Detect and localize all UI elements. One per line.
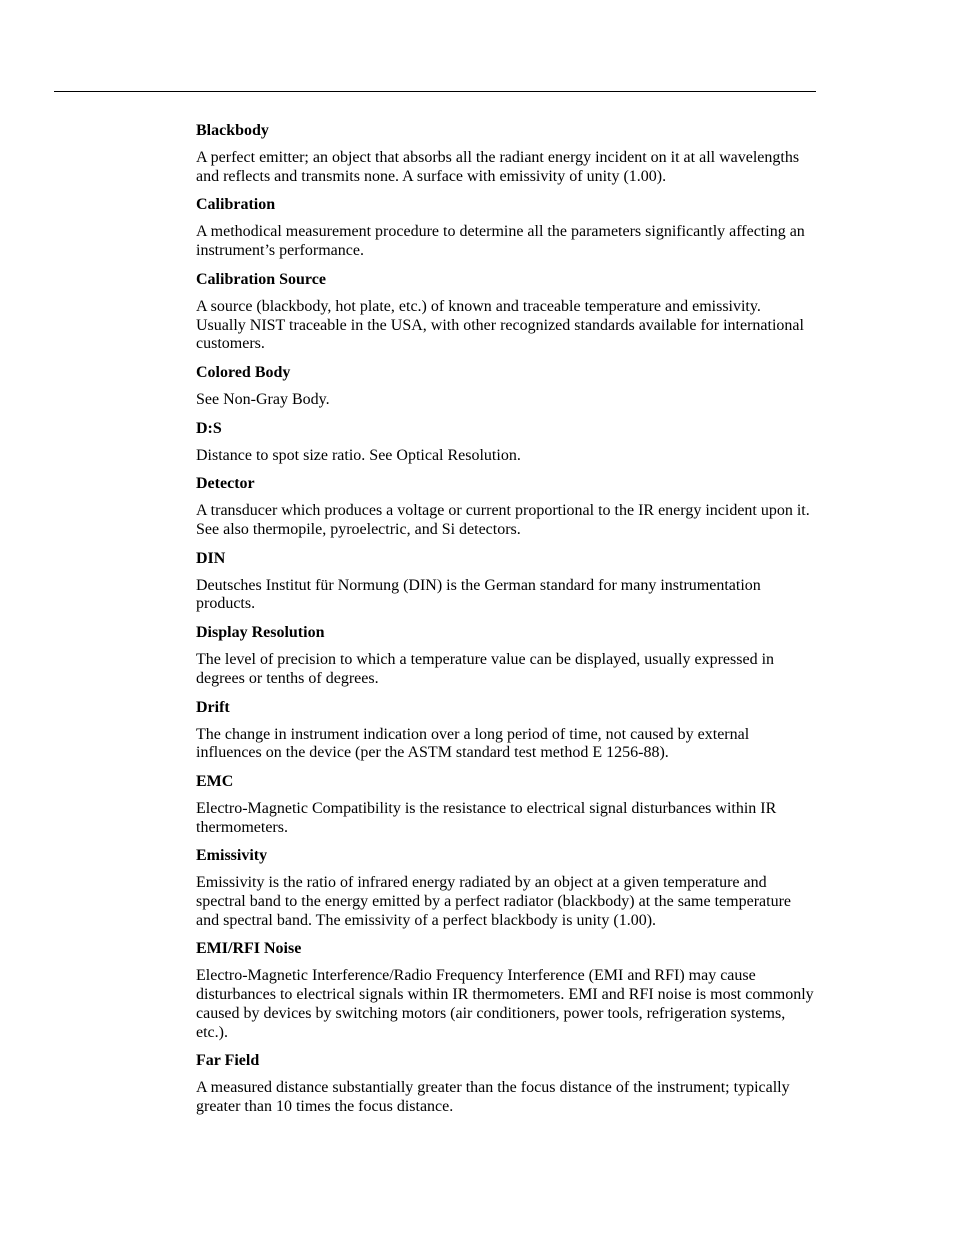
glossary-list — [196, 121, 814, 1126]
glossary-definition: A perfect emitter; an object that absorbs all the radiant energy incident on it at all wavelengths and reflects and transmits none. A surface with emissivity of unity (1.00). — [196, 149, 800, 185]
glossary-term: Drift — [196, 698, 230, 716]
glossary-definition: A measured distance substantially greater than the focus distance of the instrument; typically greater than 10 times the focus distance. — [196, 1079, 790, 1115]
glossary-definition: The level of precision to which a temperature value can be displayed, usually expressed in degrees or tenths of degrees. — [196, 651, 775, 687]
glossary-term: Colored Body — [196, 363, 291, 381]
glossary-definition: See Non-Gray Body. — [196, 390, 330, 408]
glossary-term: D:S — [196, 419, 222, 437]
glossary-definition: A transducer which produces a voltage or current proportional to the IR energy incident upon it. See also thermopile, pyroelectric, and Si detectors. — [196, 502, 810, 539]
glossary-definition: Electro-Magnetic Interference/Radio Frequency Interference (EMI and RFI) may cause disturbances to electrical signals within IR thermometers. EMI and RFI noise is most commonly caused by devices by switching motors (air conditioners, power tools, refrigeration systems, etc.). — [196, 967, 814, 1041]
glossary-definition: A source (blackbody, hot plate, etc.) of known and traceable temperature and emissivity. Usually NIST traceable in the USA, with other recognized standards available for international customers. — [196, 297, 804, 353]
glossary-term: EMI/RFI Noise — [196, 940, 302, 958]
glossary-term: Detector — [196, 475, 255, 493]
glossary-definition: The change in instrument indication over a long period of time, not caused by external influences on the device (per the ASTM standard test method E 1256-88). — [196, 725, 750, 762]
glossary-term: Display Resolution — [196, 624, 325, 642]
glossary-definition: Distance to spot size ratio. See Optical Resolution. — [196, 446, 521, 464]
glossary-term: Calibration Source — [196, 270, 326, 288]
glossary-definition: Deutsches Institut für Normung (DIN) is the German standard for many instrumentation products. — [196, 576, 761, 613]
glossary-definition: Emissivity is the ratio of infrared energy radiated by an object at a given temperature and spectral band to the energy emitted by a perfect radiator (blackbody) at the same temperature and spectral band. The emissivity of a perfect blackbody is unity (1.00). — [196, 874, 791, 929]
glossary-term: DIN — [196, 549, 226, 567]
glossary-definition: A methodical measurement procedure to determine all the parameters significantly affecting an instrument’s performance. — [196, 223, 805, 260]
glossary-term: Calibration — [196, 196, 276, 214]
glossary-term: EMC — [196, 772, 234, 790]
glossary-definition: Electro-Magnetic Compatibility is the resistance to electrical signal disturbances within IR thermometers. — [196, 799, 777, 836]
glossary-term: Emissivity — [196, 847, 268, 865]
glossary-term: Far Field — [196, 1052, 260, 1070]
glossary-term: Blackbody — [196, 122, 269, 139]
header-rule — [54, 91, 816, 92]
